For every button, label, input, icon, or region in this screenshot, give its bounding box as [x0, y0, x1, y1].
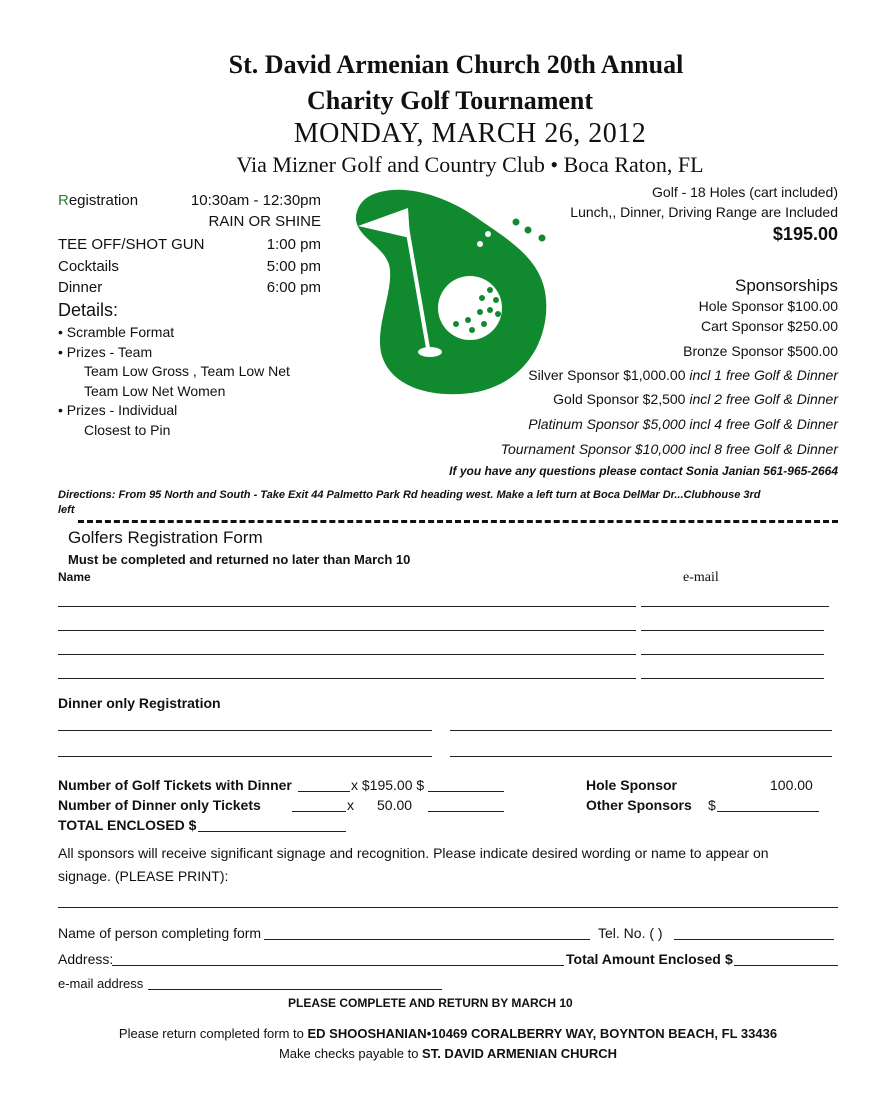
teeoff-time: 1:00 pm	[266, 236, 321, 253]
total-amount-field[interactable]	[734, 965, 838, 966]
detail-item: • Prizes - Team	[58, 344, 153, 360]
hole-sponsor-amount: 100.00	[770, 777, 813, 793]
address-label: Address:	[58, 951, 114, 967]
signage-text-2: signage. (PLEASE PRINT):	[58, 868, 229, 884]
email-address-field[interactable]	[148, 989, 442, 990]
detail-item: • Scramble Format	[58, 324, 175, 340]
signage-text: All sponsors will receive significant signage and recognition. Please indicate desired wording or name to appear on	[58, 845, 769, 861]
total-amount-dollar: $	[725, 951, 733, 967]
golf-tickets-rate: x $195.00 $	[351, 777, 425, 793]
golfer-name-field[interactable]	[58, 606, 636, 607]
details-heading: Details:	[58, 300, 119, 320]
included-items: Lunch,, Dinner, Driving Range are Included	[570, 204, 838, 220]
golf-tickets-qty[interactable]	[298, 791, 350, 792]
rain-or-shine: RAIN OR SHINE	[208, 213, 321, 230]
detail-item: Team Low Gross , Team Low Net	[84, 363, 290, 379]
tel-label: Tel. No. ( )	[598, 925, 663, 941]
golfer-email-field[interactable]	[641, 606, 829, 607]
signage-field[interactable]	[58, 907, 838, 908]
tel-field[interactable]	[674, 939, 834, 940]
event-date: MONDAY, MARCH 26, 2012	[293, 118, 647, 149]
hole-sponsor-label: Hole Sponsor	[586, 777, 678, 793]
total-enclosed-label: TOTAL ENCLOSED $	[58, 817, 197, 833]
person-field[interactable]	[264, 939, 590, 940]
cocktails-time: 5:00 pm	[266, 258, 321, 275]
dinner-name-field[interactable]	[450, 730, 832, 731]
address-field[interactable]	[112, 965, 564, 966]
gold-sponsor: Gold Sponsor $2,500 incl 2 free Golf & Dinner	[553, 391, 838, 407]
dinner-tickets-label: Number of Dinner only Tickets	[58, 797, 261, 813]
price: $195.00	[772, 224, 838, 244]
golfer-name-field[interactable]	[58, 678, 636, 679]
detail-item: • Prizes - Individual	[58, 402, 178, 418]
registration-time: 10:30am - 12:30pm	[190, 192, 321, 209]
registration-label: Registration	[58, 192, 139, 209]
checks-payable: Make checks payable to ST. DAVID ARMENIAN CHURCH	[278, 1046, 618, 1061]
golf-holes: Golf - 18 Holes (cart included)	[652, 184, 838, 200]
dinner-x: x	[347, 797, 354, 813]
tournament-sponsor: Tournament Sponsor $10,000 incl 8 free Golf & Dinner	[500, 441, 838, 457]
directions: Directions: From 95 North and South - Take Exit 44 Palmetto Park Rd heading west. Make a left turn at Boca DelMar Dr...Clubhouse 3rd	[58, 489, 761, 501]
hole-sponsor: Hole Sponsor $100.00	[698, 298, 838, 314]
golfer-name-field[interactable]	[58, 630, 636, 631]
other-sponsors-label: Other Sponsors	[586, 797, 692, 813]
other-sponsors-field[interactable]	[717, 811, 819, 812]
dinner-tickets-qty[interactable]	[292, 811, 346, 812]
email-column-label: e-mail	[683, 570, 719, 585]
title-line-2: Charity Golf Tournament	[306, 86, 594, 115]
golfer-email-field[interactable]	[641, 678, 824, 679]
platinum-sponsor: Platinum Sponsor $5,000 incl 4 free Golf & Dinner	[528, 416, 838, 432]
detail-item: Team Low Net Women	[84, 383, 226, 399]
dinner-label: Dinner	[58, 279, 103, 296]
golf-tickets-label: Number of Golf Tickets with Dinner	[58, 777, 292, 793]
detail-item: Closest to Pin	[84, 422, 171, 438]
email-address-label: e-mail address	[58, 976, 144, 991]
bronze-sponsor: Bronze Sponsor $500.00	[683, 343, 838, 359]
dinner-name-field[interactable]	[58, 756, 432, 757]
cocktails-label: Cocktails	[58, 258, 119, 275]
person-label: Name of person completing form	[58, 925, 262, 941]
golfer-email-field[interactable]	[641, 654, 824, 655]
teeoff-label: TEE OFF/SHOT GUN	[58, 236, 205, 253]
silver-sponsor: Silver Sponsor $1,000.00 incl 1 free Golf & Dinner	[528, 367, 838, 383]
total-amount-label: Total Amount Enclosed	[566, 951, 721, 967]
dinner-name-field[interactable]	[450, 756, 832, 757]
return-address: Please return completed form to ED SHOOSHANIAN•10469 CORALBERRY WAY, BOYNTON BEACH, FL 33436	[118, 1026, 778, 1041]
dinner-tickets-total[interactable]	[428, 811, 504, 812]
name-column-label: Name	[58, 570, 91, 584]
dinner-time: 6:00 pm	[266, 279, 321, 296]
dinner-rate: 50.00	[377, 797, 413, 813]
form-title: Golfers Registration Form	[68, 528, 263, 547]
contact-info: If you have any questions please contact Sonia Janian 561-965-2664	[449, 464, 838, 478]
golf-tickets-total[interactable]	[428, 791, 504, 792]
form-deadline: Must be completed and returned no later than March 10	[68, 552, 411, 567]
golfer-name-field[interactable]	[58, 654, 636, 655]
other-sponsors-dollar: $	[708, 797, 716, 813]
dinner-only-heading: Dinner only Registration	[58, 695, 221, 711]
venue: Via Mizner Golf and Country Club • Boca Raton, FL	[236, 152, 704, 177]
golfer-email-field[interactable]	[641, 630, 824, 631]
cut-line	[78, 520, 838, 523]
directions-line-2: left	[58, 504, 75, 516]
total-enclosed-field[interactable]	[198, 831, 346, 832]
dinner-name-field[interactable]	[58, 730, 432, 731]
title-line-1: St. David Armenian Church 20th Annual	[228, 50, 684, 79]
complete-by: PLEASE COMPLETE AND RETURN BY MARCH 10	[288, 996, 573, 1010]
sponsorships-heading: Sponsorships	[734, 276, 838, 295]
cart-sponsor: Cart Sponsor $250.00	[701, 318, 838, 334]
